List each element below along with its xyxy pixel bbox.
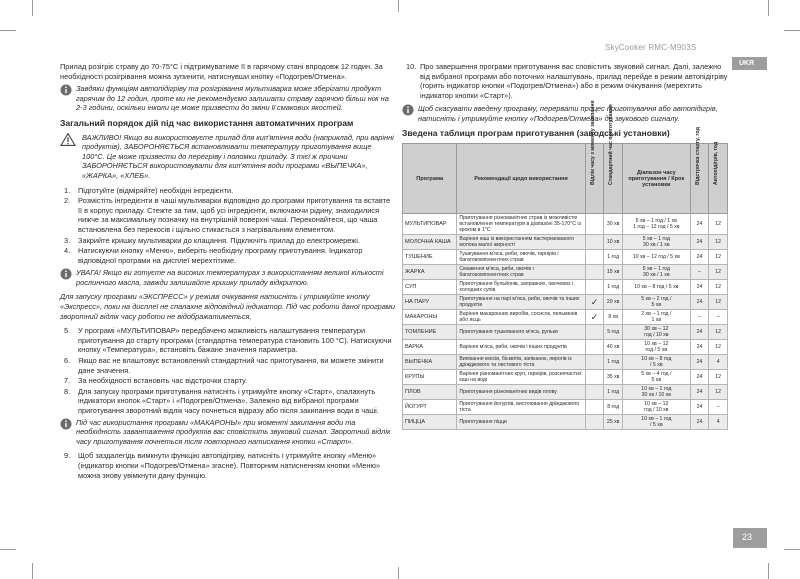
step-number: 4. bbox=[64, 246, 71, 256]
recommendation-cell: Варіння макаронних виробів, сосисок, пельменів або яєць bbox=[457, 310, 585, 325]
warning-text: ВАЖЛИВО! Якщо ви використовуєте прилад для кип'ятіння води (наприклад, при варінні продуктів), ЗАБОРОНЯЄТЬСЯ встановлювати температуру приготування вище 100°C. Це може призвести до перегріву і поломки приладу. З тієї ж причини ЗАБОРОНЯЄТЬСЯ використовувати для кип'ятіння води програми «ВЫПЕЧКА», «ЖАРКА», «ХЛЕБ». bbox=[82, 132, 394, 180]
autowarm-cell: 12 bbox=[709, 325, 728, 340]
boil-check-cell bbox=[585, 235, 604, 250]
header-time-range: Діапазон часу приготування / Крок установки bbox=[622, 144, 690, 214]
crop-mark bbox=[0, 549, 16, 550]
table-title: Зведена таблиця програм приготування (заводські установки) bbox=[402, 127, 670, 138]
program-name-cell: КРУПЫ bbox=[403, 370, 457, 385]
table-row bbox=[403, 280, 728, 295]
page-number: 23 bbox=[733, 528, 767, 548]
standard-time-cell: 30 хв bbox=[604, 214, 623, 235]
warning-block bbox=[60, 133, 395, 181]
crop-mark bbox=[398, 0, 399, 12]
list-item bbox=[60, 451, 395, 480]
standard-time-cell: 1 год bbox=[604, 385, 623, 400]
program-name-cell: ПЛОВ bbox=[403, 385, 457, 400]
program-name-cell: ПИЦЦА bbox=[403, 415, 457, 430]
boil-check-cell bbox=[585, 340, 604, 355]
standard-time-cell: 15 хв bbox=[604, 265, 623, 280]
list-item bbox=[402, 62, 728, 100]
autowarm-cell: – bbox=[709, 400, 728, 415]
table-row bbox=[403, 355, 728, 370]
recommendation-cell: Приготування тушкованого м'яса, рульки bbox=[457, 325, 585, 340]
delay-cell: 24 bbox=[690, 280, 709, 295]
delay-cell: 24 bbox=[690, 355, 709, 370]
step-number: 7. bbox=[64, 376, 71, 386]
crop-mark bbox=[0, 30, 16, 31]
program-name-cell: ВАРКА bbox=[403, 340, 457, 355]
boil-check-cell bbox=[585, 280, 604, 295]
steps-list bbox=[60, 451, 395, 480]
boil-check-cell bbox=[585, 370, 604, 385]
program-name-cell: МАКАРОНЫ bbox=[403, 310, 457, 325]
crop-mark bbox=[784, 549, 800, 550]
autowarm-cell: 12 bbox=[709, 235, 728, 250]
step-text: Про завершення програми приготування вас сповістить звуковий сигнал. Далі, залежно від вибраної програми або поточних налаштувань, прилад перейде в режим автопідігріву (горить індикатор кнопки «Подогрев/Отмена») або в режим очікування (мерехтить індикатор кнопки «Старт»). bbox=[420, 62, 728, 100]
recommendation-cell: Приготування різноманітних видів плову bbox=[457, 385, 585, 400]
info-icon bbox=[60, 268, 72, 280]
table-row bbox=[403, 385, 728, 400]
table-row bbox=[403, 340, 728, 355]
step-text: Розмістіть інгредієнти в чаші мультиварки відповідно до програми приготування та вставте її в корпус приладу. Стежте за тим, щоб усі інгредієнти, включаючи рідину, знаходилися нижче за максимальну позначку на внутрішній поверхні чаші. Переконайтеся, що чаша встановлена без перекосів і щільно стикається з нагрівальним елементом. bbox=[78, 196, 391, 234]
program-name-cell: МУЛЬТИПОВАР bbox=[403, 214, 457, 235]
boil-check-cell bbox=[585, 325, 604, 340]
note-text: Під час використання програми «МАКАРОНЫ» при моменті закипання води та необхідність завантаження продуктів вас сповістить звуковий сигнал. Зворотний відлік часу приготування почнеться після повторного натискання кнопки «Старт». bbox=[76, 417, 391, 446]
step-text: Підготуйте (відміряйте) необхідні інгредієнти. bbox=[78, 185, 234, 195]
list-item bbox=[60, 186, 395, 196]
steps-list bbox=[60, 326, 395, 415]
step-text: Якщо вас не влаштовує встановлений стандартний час приготування, ви можете змінити дане значення. bbox=[78, 356, 384, 375]
header-standard-time-label: Стандартний час приготування bbox=[608, 103, 615, 185]
autowarm-cell: 12 bbox=[709, 340, 728, 355]
delay-cell: 24 bbox=[690, 415, 709, 430]
time-range-cell: 10 хв – 8 год / 5 хв bbox=[622, 355, 690, 370]
standard-time-cell: 8 год bbox=[604, 400, 623, 415]
boil-check-cell bbox=[585, 250, 604, 265]
delay-cell: 24 bbox=[690, 214, 709, 235]
list-item bbox=[60, 246, 395, 265]
autowarm-cell: 12 bbox=[709, 280, 728, 295]
recommendation-cell: Тушкування м'яса, риби, овочів, гарнірів і багатокомпонентних страв bbox=[457, 250, 585, 265]
header-delay-label: Відстрочка старту, год bbox=[694, 126, 701, 185]
autowarm-cell: 12 bbox=[709, 295, 728, 310]
header-boil-label: Відлік часу з моменту закипання bbox=[589, 100, 596, 185]
crop-mark bbox=[768, 0, 769, 16]
step-text: Закрийте кришку мультиварки до клацання. Підключіть прилад до електромережі. bbox=[78, 235, 360, 245]
program-name-cell: ТУШЕНИЕ bbox=[403, 250, 457, 265]
delay-cell: 24 bbox=[690, 400, 709, 415]
header-autowarm bbox=[709, 141, 728, 214]
program-name-cell: ЖАРКА bbox=[403, 265, 457, 280]
autowarm-cell: 12 bbox=[709, 250, 728, 265]
program-name-cell: НА ПАРУ bbox=[403, 295, 457, 310]
recommendation-cell: Смаження м'яса, риби, овочів і багатокомпонентних страв bbox=[457, 265, 585, 280]
step-number: 10. bbox=[406, 62, 417, 71]
table-row bbox=[403, 325, 728, 340]
autowarm-cell: 12 bbox=[709, 214, 728, 235]
header-boil bbox=[585, 100, 604, 214]
list-item bbox=[60, 356, 395, 375]
note-express bbox=[60, 292, 395, 321]
list-item bbox=[60, 376, 395, 386]
recommendation-cell: Приготування бульйонів, заправних, овочевих і холодних супів bbox=[457, 280, 585, 295]
table-row bbox=[403, 265, 728, 280]
table-row bbox=[403, 400, 728, 415]
list-item bbox=[60, 236, 395, 246]
boil-check-cell bbox=[585, 265, 604, 280]
recommendation-cell: Приготування на парі м'яса, риби, овочів та інших продуктів bbox=[457, 295, 585, 310]
program-name-cell: ВЫПЕЧКА bbox=[403, 355, 457, 370]
delay-cell: 24 bbox=[690, 340, 709, 355]
standard-time-cell: 25 хв bbox=[604, 415, 623, 430]
step-text: Натискуючи кнопку «Меню», виберіть необхідну програму приготування. Індикатор відповідної програми на дисплеї мерехтітиме. bbox=[78, 246, 363, 265]
crop-mark bbox=[32, 0, 33, 16]
list-item bbox=[60, 326, 395, 355]
info-icon bbox=[402, 104, 414, 116]
language-tab: UKR bbox=[732, 57, 767, 70]
time-range-cell: 30 хв – 12 год / 10 хв bbox=[622, 325, 690, 340]
left-column bbox=[60, 62, 395, 481]
delay-cell: 24 bbox=[690, 235, 709, 250]
delay-cell: 24 bbox=[690, 370, 709, 385]
section-heading: Загальний порядок дій під час використання автоматичних програм bbox=[60, 117, 354, 128]
note-autowarm bbox=[60, 84, 395, 113]
recommendation-cell: Варіння м'яса, риби, овочів і інших продуктів bbox=[457, 340, 585, 355]
time-range-cell: 10 хв – 1 год 30 хв / 10 хв bbox=[622, 385, 690, 400]
time-range-cell: 5 хв – 2 год / 5 хв bbox=[622, 295, 690, 310]
crop-mark bbox=[398, 567, 399, 579]
time-range-cell: 10 хв – 12 год / 5 хв bbox=[622, 340, 690, 355]
standard-time-cell: 35 хв bbox=[604, 370, 623, 385]
header-program: Програма bbox=[403, 144, 457, 214]
model-name: SkyCooker RMC-M903S bbox=[605, 43, 697, 52]
boil-check-cell bbox=[585, 355, 604, 370]
step-number: 1. bbox=[64, 185, 71, 195]
time-range-cell: 10 хв – 1 год / 5 хв bbox=[622, 415, 690, 430]
table-row bbox=[403, 250, 728, 265]
time-range-cell: 5 хв – 1 год 30 хв / 1 хв bbox=[622, 265, 690, 280]
crop-mark bbox=[32, 563, 33, 579]
note-macaroni bbox=[60, 418, 395, 447]
time-range-cell: 5 хв – 1 год 30 хв / 1 хв bbox=[622, 235, 690, 250]
delay-cell: – bbox=[690, 310, 709, 325]
table-row bbox=[403, 214, 728, 235]
standard-time-cell: 1 год bbox=[604, 250, 623, 265]
standard-time-cell: 1 год bbox=[604, 355, 623, 370]
step-number: 2. bbox=[64, 196, 71, 206]
autowarm-cell: 4 bbox=[709, 355, 728, 370]
delay-cell: – bbox=[690, 265, 709, 280]
recommendation-cell: Приготування йогуртів, вистоювання дріжджового тіста bbox=[457, 400, 585, 415]
note-oil bbox=[60, 268, 395, 287]
program-name-cell: ТОМЛЕНИЕ bbox=[403, 325, 457, 340]
note-text: Щоб скасувати введену програму, перервати процес приготування або автопідігрів, натисніть і утримуйте кнопку «Подогрев/Отмена» до звукового сигналу. bbox=[418, 104, 718, 123]
boil-check-cell bbox=[585, 400, 604, 415]
step-text: За необхідності встановіть час відстрочки старту. bbox=[78, 376, 248, 386]
delay-cell: 24 bbox=[690, 325, 709, 340]
step-number: 8. bbox=[64, 386, 71, 396]
recommendation-cell: Варіння різноманітних круп, гарнірів, розсипчастих каш на воді bbox=[457, 370, 585, 385]
steps-list bbox=[402, 62, 728, 100]
recommendation-cell: Випікання кексів, бісквітів, запіканок, пирогів із дріжджового та листового тіста bbox=[457, 355, 585, 370]
time-range-cell: 5 хв – 4 год / 5 хв bbox=[622, 370, 690, 385]
boil-check-cell bbox=[585, 415, 604, 430]
crop-mark bbox=[784, 30, 800, 31]
delay-cell: 24 bbox=[690, 250, 709, 265]
note-cancel bbox=[402, 104, 728, 123]
time-range-cell: 2 хв – 1 год / 1 хв bbox=[622, 310, 690, 325]
info-icon bbox=[60, 418, 72, 430]
autowarm-cell: 12 bbox=[709, 385, 728, 400]
boil-check-cell: ✓ bbox=[585, 310, 604, 325]
info-icon bbox=[60, 84, 72, 96]
standard-time-cell: 5 год bbox=[604, 325, 623, 340]
intro-paragraph: Прилад розігріє страву до 70-75°C і підтримуватиме її в гарячому стані впродовж 12 годин. За необхідності розігрівання можна зупинити, натиснувши кнопку «Подогрев/Отмена». bbox=[60, 62, 383, 81]
table-row bbox=[403, 295, 728, 310]
header-recommendations: Рекомендації щодо використання bbox=[457, 144, 585, 214]
right-column bbox=[402, 62, 728, 430]
step-number: 3. bbox=[64, 235, 71, 245]
autowarm-cell: – bbox=[709, 310, 728, 325]
step-text: Для запуску програми приготування натисніть і утримуйте кнопку «Старт», спалахнуть індикатори кнопок «Старт» і «Подогрев/Отмена». Залежно від вибраної програми приготування зворотний відлік часу почнеться відразу або після закипання води в чаші. bbox=[78, 386, 379, 415]
autowarm-cell: 4 bbox=[709, 415, 728, 430]
step-number: 5. bbox=[64, 326, 71, 336]
autowarm-cell: 12 bbox=[709, 370, 728, 385]
time-range-cell: 10 хв – 12 год / 5 хв bbox=[622, 250, 690, 265]
note-text: Для запуску програми «ЭКСПРЕСС» у режимі очікування натисніть і утримуйте кнопку «Экспресс», поки на дисплеї не спалахне відповідний індикатор. Під час роботи даної програми зворотний відлік часу роботи не відображатиметься. bbox=[60, 292, 395, 321]
note-text: УВАГА! Якщо ви готуєте на високих температурах з використанням великої кількості рослинного масла, завжди залишайте кришку приладу відкритою. bbox=[76, 268, 384, 287]
crop-mark bbox=[768, 563, 769, 579]
standard-time-cell: 40 хв bbox=[604, 340, 623, 355]
autowarm-cell: 12 bbox=[709, 265, 728, 280]
standard-time-cell: 1 год bbox=[604, 280, 623, 295]
recommendation-cell: Приготування піцци bbox=[457, 415, 585, 430]
step-number: 9. bbox=[64, 451, 71, 461]
standard-time-cell: 20 хв bbox=[604, 295, 623, 310]
table-row bbox=[403, 370, 728, 385]
table-body bbox=[403, 214, 728, 430]
header-standard-time bbox=[604, 103, 623, 214]
delay-cell: 24 bbox=[690, 385, 709, 400]
steps-list bbox=[60, 186, 395, 266]
table-header-row bbox=[403, 144, 728, 214]
step-text: У програмі «МУЛЬТИПОВАР» передбачено можливість налаштування температури приготування до старту програми (стандартна температура становить 100 °C). Натискуючи кнопку «Температура», встановіть бажане значення параметра. bbox=[78, 326, 392, 355]
header-delay bbox=[690, 126, 709, 214]
standard-time-cell: 8 хв bbox=[604, 310, 623, 325]
program-name-cell: СУП bbox=[403, 280, 457, 295]
step-number: 6. bbox=[64, 356, 71, 366]
program-name-cell: МОЛОЧНА КАША bbox=[403, 235, 457, 250]
boil-check-cell: ✓ bbox=[585, 295, 604, 310]
header-autowarm-label: Автопідігрів, год bbox=[713, 141, 720, 185]
boil-check-cell bbox=[585, 385, 604, 400]
time-range-cell: 10 хв – 12 год / 10 хв bbox=[622, 400, 690, 415]
delay-cell: 24 bbox=[690, 295, 709, 310]
time-range-cell: 5 хв – 1 год / 1 хв 1 год – 12 год / 5 хв bbox=[622, 214, 690, 235]
standard-time-cell: 10 хв bbox=[604, 235, 623, 250]
note-text: Завдяки функціям автопідігріву та розігрівання мультиварка може зберігати продукт гарячим до 12 годин, проте ми не рекомендуємо залишати страву гарячою більш ніж на 2-3 години, оскільки інколи це може призвести до зміни її смакових якостей. bbox=[76, 84, 389, 113]
warning-icon bbox=[60, 133, 76, 146]
time-range-cell: 10 хв – 8 год / 5 хв bbox=[622, 280, 690, 295]
recommendation-cell: Варіння каш із використанням пастеризованого молока малої жирності bbox=[457, 235, 585, 250]
list-item bbox=[60, 387, 395, 416]
list-item bbox=[60, 196, 395, 234]
recommendation-cell: Приготування різноманітних страв із можливістю встановлення температури в діапазоні 35-170°C із кроком в 1°C bbox=[457, 214, 585, 235]
program-name-cell: ЙОГУРТ bbox=[403, 400, 457, 415]
table-row bbox=[403, 235, 728, 250]
table-row bbox=[403, 310, 728, 325]
step-text: Щоб заздалегідь вимкнути функцію автопідігріву, натисніть і утримуйте кнопку «Меню» (індикатор кнопки «Подогрев/Отмена» згасне). Повторним натисненням кнопки «Меню» можна знову увімкнути дану функцію. bbox=[78, 451, 381, 480]
table-row bbox=[403, 415, 728, 430]
boil-check-cell bbox=[585, 214, 604, 235]
